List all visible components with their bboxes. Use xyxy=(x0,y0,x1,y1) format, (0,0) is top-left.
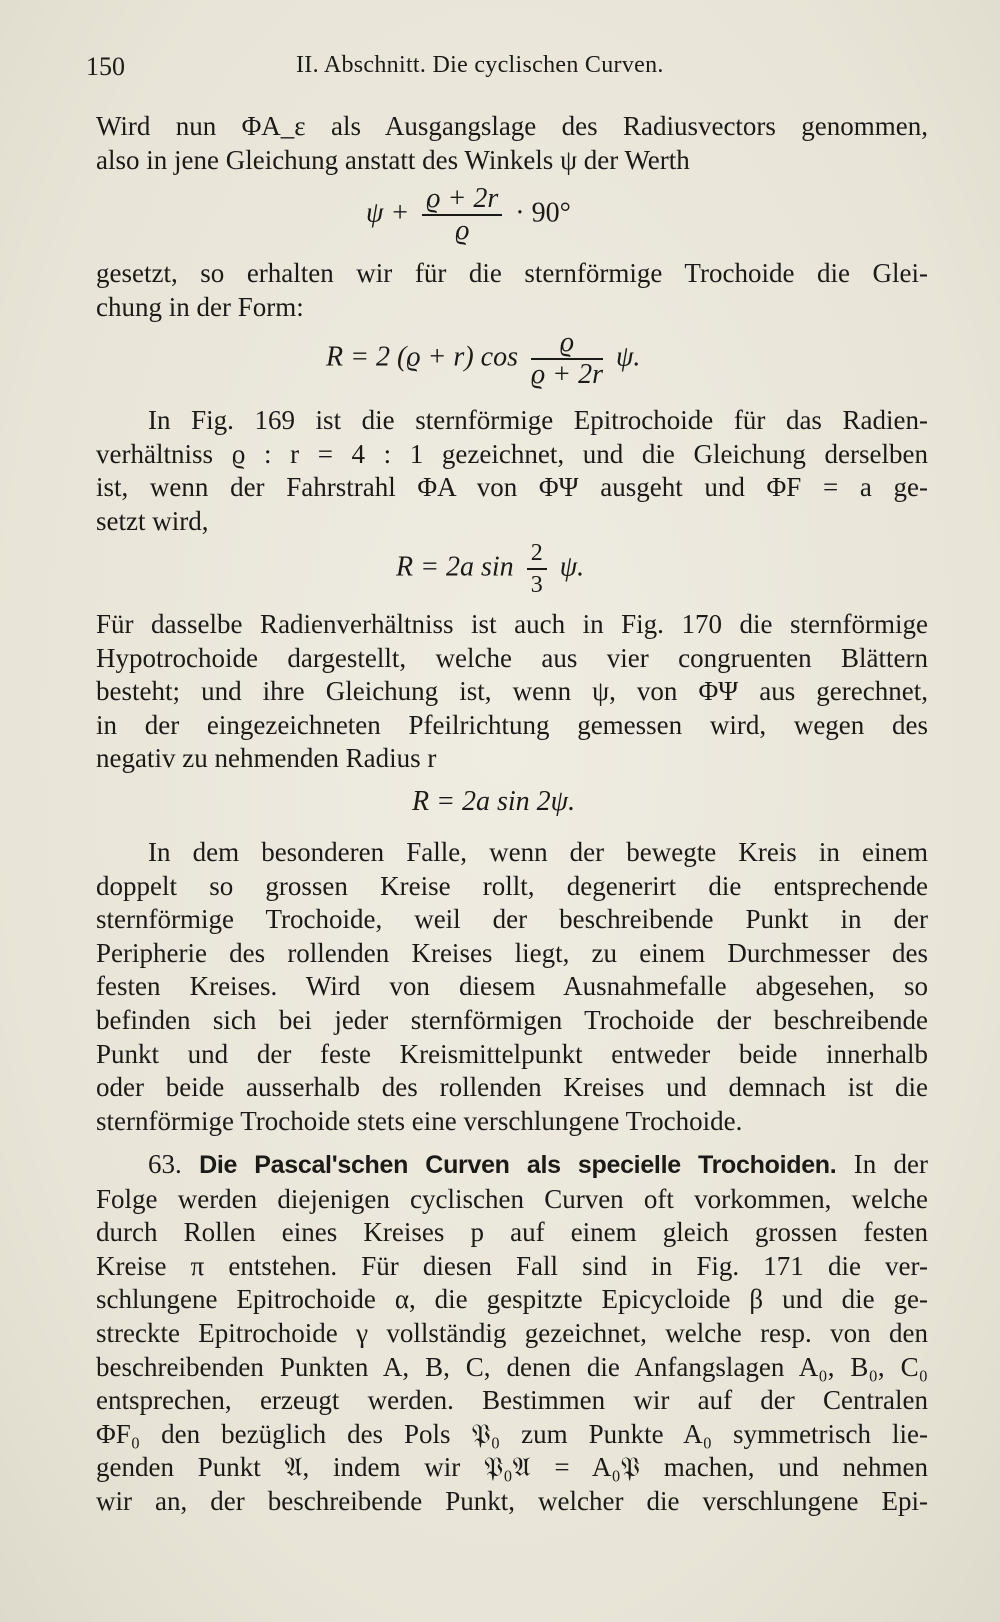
text-line: befinden sich bei jeder sternförmigen Trochoide der beschreibende xyxy=(96,1004,928,1035)
text-line: negativ zu nehmenden Radius r xyxy=(96,743,437,774)
fraction-numerator: 2 xyxy=(527,538,547,570)
fraction-numerator: ϱ xyxy=(531,328,603,360)
formula-R-sin-2-3 xyxy=(396,538,584,600)
formula-rhs: ψ. xyxy=(615,341,641,373)
section-title: Die Pascal'schen Curven als specielle Trochoiden. xyxy=(199,1151,837,1179)
text-line: also in jene Gleichung anstatt des Winkels ψ der Werth xyxy=(96,144,690,175)
text-line: durch Rollen eines Kreises p auf einem gleich grossen festen xyxy=(96,1217,928,1248)
text-line: besteht; und ihre Gleichung ist, wenn ψ, von ΦΨ aus gerechnet, xyxy=(96,676,928,707)
section-first-line-rest: In der xyxy=(853,1149,929,1179)
text-line: gesetzt, so erhalten wir für die sternförmige Trochoide die Glei- xyxy=(96,258,928,288)
text-line: Für dasselbe Radienverhältniss ist auch in Fig. 170 die sternförmige xyxy=(96,609,928,639)
fraction-denominator: 3 xyxy=(530,572,543,598)
text-line: wir an, der beschreibende Punkt, welcher die verschlungene Epi- xyxy=(96,1485,928,1516)
text-line: ist, wenn der Fahrstrahl ΦA von ΦΨ ausgeht und ΦF = a ge- xyxy=(96,472,928,503)
text-line: festen Kreises. Wird von diesem Ausnahmefalle abgesehen, so xyxy=(96,971,928,1002)
paragraph-1 xyxy=(96,110,928,177)
page-number: 150 xyxy=(86,52,125,81)
section-heading-line xyxy=(96,1148,928,1183)
section-63 xyxy=(96,1148,928,1519)
text-line: verhältniss ϱ : r = 4 : 1 gezeichnet, und die Gleichung derselben xyxy=(96,438,928,469)
text-line: genden Punkt 𝔄, indem wir 𝔓₀𝔄 = A₀𝔓 machen, und nehmen xyxy=(96,1452,928,1483)
text-line: oder beide ausserhalb des rollenden Kreises und demnach ist die xyxy=(96,1072,928,1103)
formula-rhs: · 90° xyxy=(515,197,571,229)
paragraph-4 xyxy=(96,608,928,776)
text-line: in der eingezeichneten Pfeilrichtung gemessen wird, wegen des xyxy=(96,709,928,740)
fraction-denominator: ϱ + 2r xyxy=(530,359,603,390)
formula-rhs: ψ. xyxy=(559,551,585,583)
formula-lhs: ψ + xyxy=(366,197,410,229)
text-line: Hypotrochoide dargestellt, welche aus vier congruenten Blättern xyxy=(96,642,928,673)
formula-R-sin-2psi: R = 2a sin 2ψ. xyxy=(412,786,576,817)
fraction xyxy=(422,184,502,246)
formula-psi-plus xyxy=(366,184,571,246)
fraction-numerator: ϱ + 2r xyxy=(422,184,502,216)
page-header xyxy=(86,44,916,84)
paragraph-3 xyxy=(96,404,928,538)
text-line: In Fig. 169 ist die sternförmige Epitrochoide für das Radien- xyxy=(148,405,928,435)
formula-lhs: R = 2 (ϱ + r) cos xyxy=(326,341,518,373)
text-line: ΦF₀ den bezüglich des Pols 𝔓₀ zum Punkte A₀ symmetrisch lie- xyxy=(96,1418,928,1449)
fraction xyxy=(527,538,547,600)
paragraph-2 xyxy=(96,257,928,324)
text-line: Wird nun ΦA_ε als Ausgangslage des Radiusvectors genommen, xyxy=(96,111,928,141)
section-number: 63. xyxy=(148,1149,182,1179)
text-line: Kreise π entstehen. Für diesen Fall sind in Fig. 171 die ver- xyxy=(96,1250,928,1281)
text-line: entsprechen, erzeugt werden. Bestimmen wir auf der Centralen xyxy=(96,1385,928,1416)
text-line: streckte Epitrochoide γ vollständig gezeichnet, welche resp. von den xyxy=(96,1317,928,1348)
fraction-denominator: ϱ xyxy=(455,215,470,246)
text-line: setzt wird, xyxy=(96,505,209,536)
text-line: doppelt so grossen Kreise rollt, degenerirt die entsprechende xyxy=(96,870,928,901)
text-line: beschreibenden Punkten A, B, C, denen die Anfangslagen A₀, B₀, C₀ xyxy=(96,1351,928,1382)
text-line: Folge werden diejenigen cyclischen Curven oft vorkommen, welche xyxy=(96,1183,928,1214)
text-line: schlungene Epitrochoide α, die gespitzte Epicycloide β und die ge- xyxy=(96,1284,928,1315)
text-line: chung in der Form: xyxy=(96,291,304,322)
text-line: Peripherie des rollenden Kreises liegt, zu einem Durchmesser des xyxy=(96,937,928,968)
text-line: Punkt und der feste Kreismittelpunkt entweder beide innerhalb xyxy=(96,1038,928,1069)
fraction xyxy=(531,328,603,390)
running-title: II. Abschnitt. Die cyclischen Curven. xyxy=(296,52,664,78)
formula-lhs: R = 2a sin xyxy=(396,551,514,583)
paragraph-5 xyxy=(96,836,928,1138)
text-line: sternförmige Trochoide stets eine verschlungene Trochoide. xyxy=(96,1105,743,1136)
text-line: In dem besonderen Falle, wenn der bewegte Kreis in einem xyxy=(148,837,928,867)
formula-R-cos xyxy=(326,328,640,390)
text-line: sternförmige Trochoide, weil der beschreibende Punkt in der xyxy=(96,904,928,935)
